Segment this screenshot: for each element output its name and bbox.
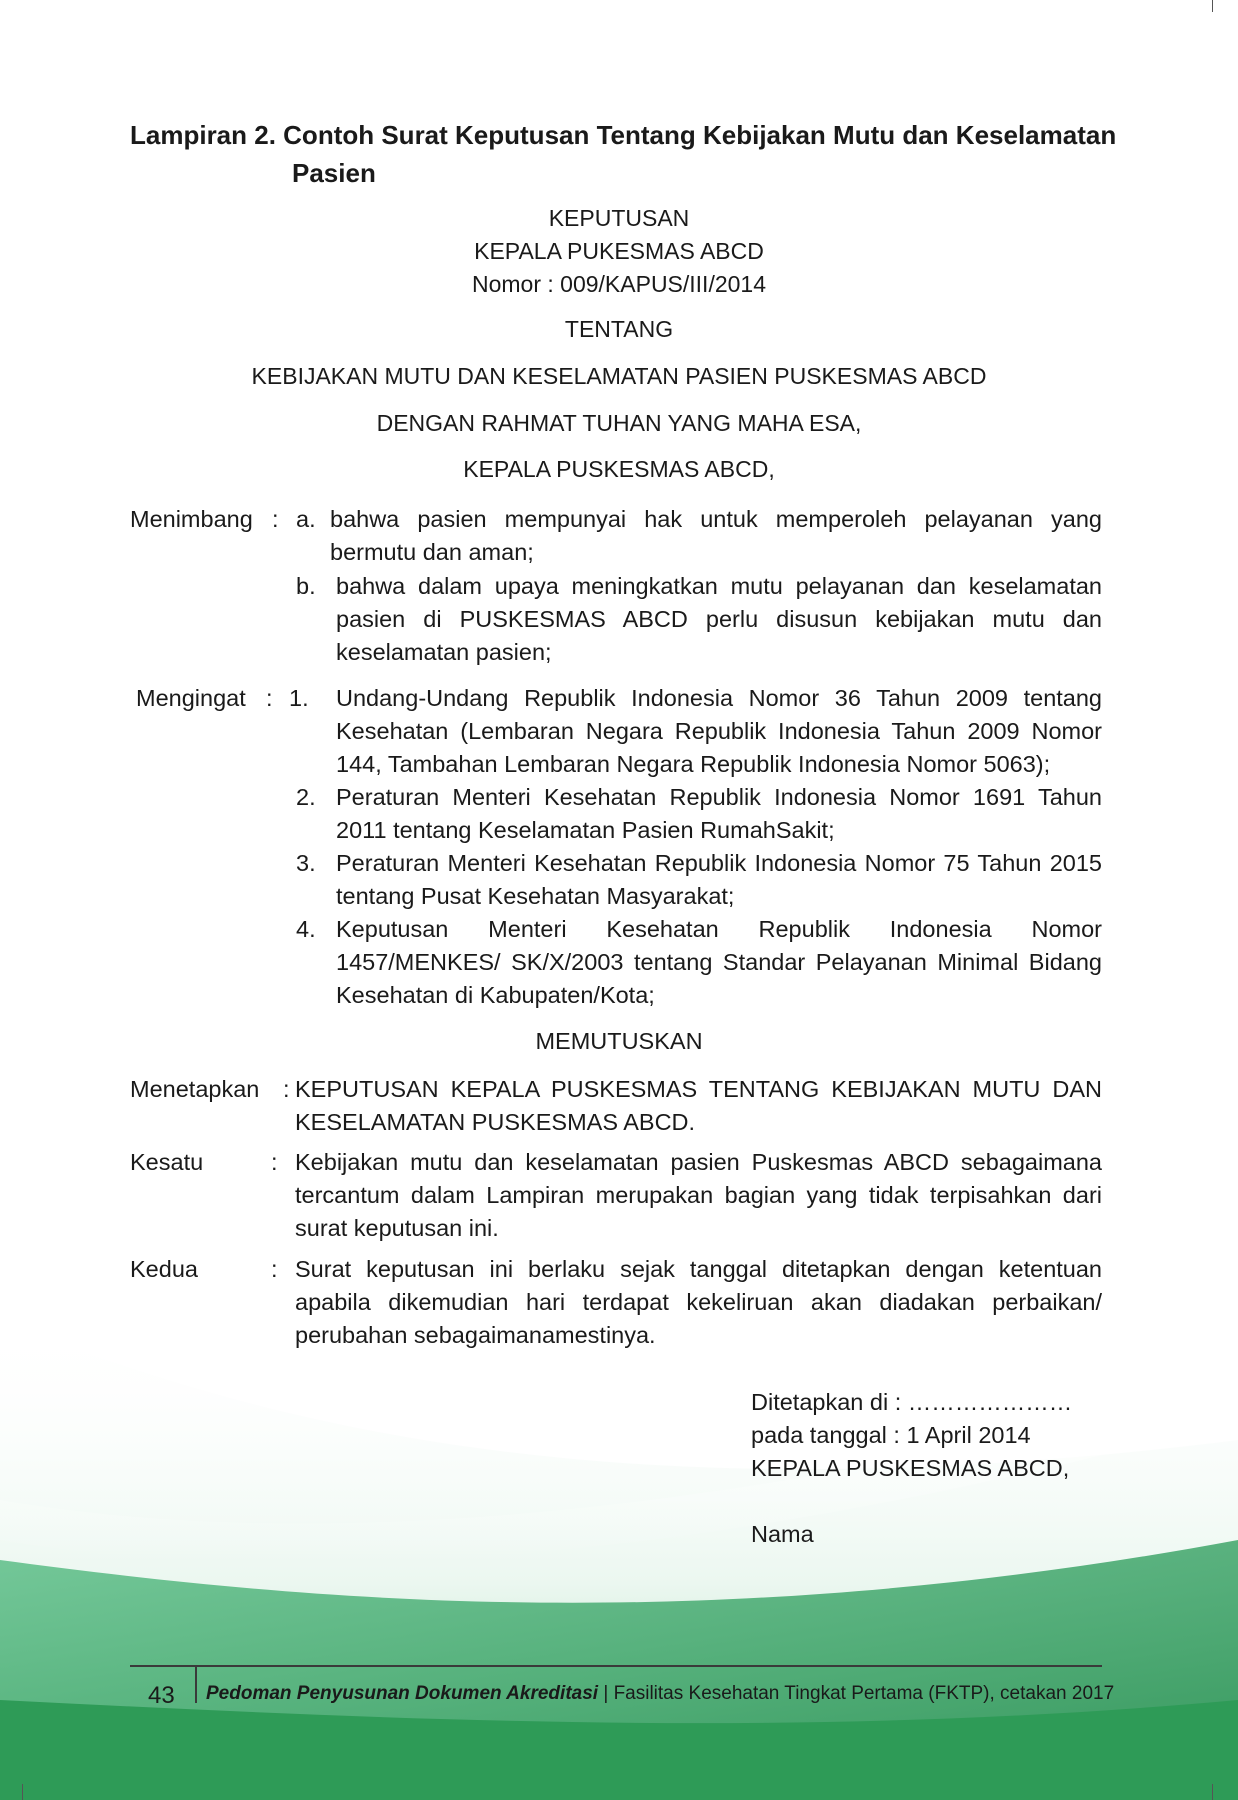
- list-item-text: Undang-Undang Republik Indonesia Nomor 36 Tahun 2009 tentang Kesehatan (Lembaran Negara Republik Indonesia Tahun 2009 Nomor 144, Tambahan Lembaran Negara Republik Indonesia Nomor 5063);: [336, 685, 1102, 777]
- menimbang-item-b: [296, 570, 1102, 669]
- mengingat-item-3: [296, 847, 1102, 913]
- decree-head: KEPALA PUSKESMAS ABCD,: [463, 456, 775, 482]
- mengingat-colon: :: [266, 685, 273, 711]
- memutuskan-heading: MEMUTUSKAN: [535, 1028, 703, 1054]
- list-marker: a.: [296, 506, 316, 532]
- kesatu-label: Kesatu: [130, 1149, 204, 1175]
- menimbang-colon: :: [272, 506, 279, 532]
- page-number: 43: [148, 1682, 175, 1709]
- mengingat-label: Mengingat: [136, 685, 246, 711]
- kesatu-text: Kebijakan mutu dan keselamatan pasien Puskesmas ABCD sebagaimana tercantum dalam Lampiran merupakan bagian yang tidak terpisahkan dari surat keputusan ini.: [295, 1149, 1102, 1241]
- decree-subject: KEBIJAKAN MUTU DAN KESELAMATAN PASIEN PUSKESMAS ABCD: [251, 363, 987, 389]
- mengingat-item-4: [296, 913, 1102, 1012]
- decree-number: Nomor : 009/KAPUS/III/2014: [471, 271, 767, 297]
- appendix-heading-line2: Pasien: [292, 158, 376, 188]
- list-marker: 2.: [296, 784, 316, 810]
- menetapkan-colon: :: [283, 1076, 290, 1102]
- signature-place: Ditetapkan di : …………………: [751, 1389, 1073, 1415]
- list-item-text: bahwa pasien mempunyai hak untuk memperoleh pelayanan yang bermutu dan aman;: [330, 506, 1102, 565]
- list-item-text: Peraturan Menteri Kesehatan Republik Indonesia Nomor 1691 Tahun 2011 tentang Keselamatan Pasien RumahSakit;: [336, 784, 1102, 843]
- menetapkan-text: KEPUTUSAN KEPALA PUSKESMAS TENTANG KEBIJAKAN MUTU DAN KESELAMATAN PUSKESMAS ABCD.: [295, 1076, 1102, 1135]
- footer-rule: [130, 1665, 1102, 1667]
- list-item-text: Keputusan Menteri Kesehatan Republik Indonesia Nomor 1457/MENKES/ SK/X/2003 tentang Standar Pelayanan Minimal Bidang Kesehatan di Kabupaten/Kota;: [336, 916, 1102, 1008]
- signature-title: KEPALA PUSKESMAS ABCD,: [751, 1455, 1070, 1481]
- kesatu-colon: :: [271, 1149, 278, 1175]
- decree-title: KEPUTUSAN: [548, 205, 690, 231]
- decree-about: TENTANG: [564, 316, 674, 342]
- menimbang-label: Menimbang: [130, 506, 253, 532]
- footer-description: Fasilitas Kesehatan Tingkat Pertama (FKTP), cetakan 2017: [613, 1683, 1115, 1704]
- footer-publication: Pedoman Penyusunan Dokumen Akreditasi: [206, 1683, 599, 1704]
- list-marker: b.: [296, 573, 316, 599]
- menimbang-item-a: [296, 503, 1102, 569]
- kedua-text: Surat keputusan ini berlaku sejak tanggal ditetapkan dengan ketentuan apabila dikemudian hari terdapat kekeliruan akan diadakan perbaikan/ perubahan sebagaimanamestinya.: [295, 1256, 1102, 1348]
- appendix-heading: [130, 116, 1116, 192]
- footer-divider: [195, 1665, 197, 1703]
- list-marker: 1.: [289, 685, 309, 711]
- mengingat-item-1: [289, 682, 1102, 781]
- appendix-heading-line1: Lampiran 2. Contoh Surat Keputusan Tentang Kebijakan Mutu dan Keselamatan: [130, 120, 1117, 150]
- signature-name: Nama: [751, 1521, 814, 1547]
- list-item-text: bahwa dalam upaya meningkatkan mutu pelayanan dan keselamatan pasien di PUSKESMAS ABCD perlu disusun kebijakan mutu dan keselamatan pasien;: [336, 573, 1102, 665]
- mengingat-item-2: [296, 781, 1102, 847]
- kedua-label: Kedua: [130, 1256, 198, 1282]
- footer-separator: |: [603, 1683, 609, 1704]
- decree-blessing: DENGAN RAHMAT TUHAN YANG MAHA ESA,: [376, 410, 862, 436]
- kedua-colon: :: [271, 1256, 278, 1282]
- menetapkan-label: Menetapkan: [130, 1076, 260, 1102]
- decree-issuer: KEPALA PUKESMAS ABCD: [474, 238, 764, 264]
- footer-text: [206, 1683, 1114, 1705]
- list-item-text: Peraturan Menteri Kesehatan Republik Indonesia Nomor 75 Tahun 2015 tentang Pusat Kesehatan Masyarakat;: [336, 850, 1102, 909]
- list-marker: 3.: [296, 850, 316, 876]
- list-marker: 4.: [296, 916, 316, 942]
- signature-date: pada tanggal : 1 April 2014: [751, 1422, 1031, 1448]
